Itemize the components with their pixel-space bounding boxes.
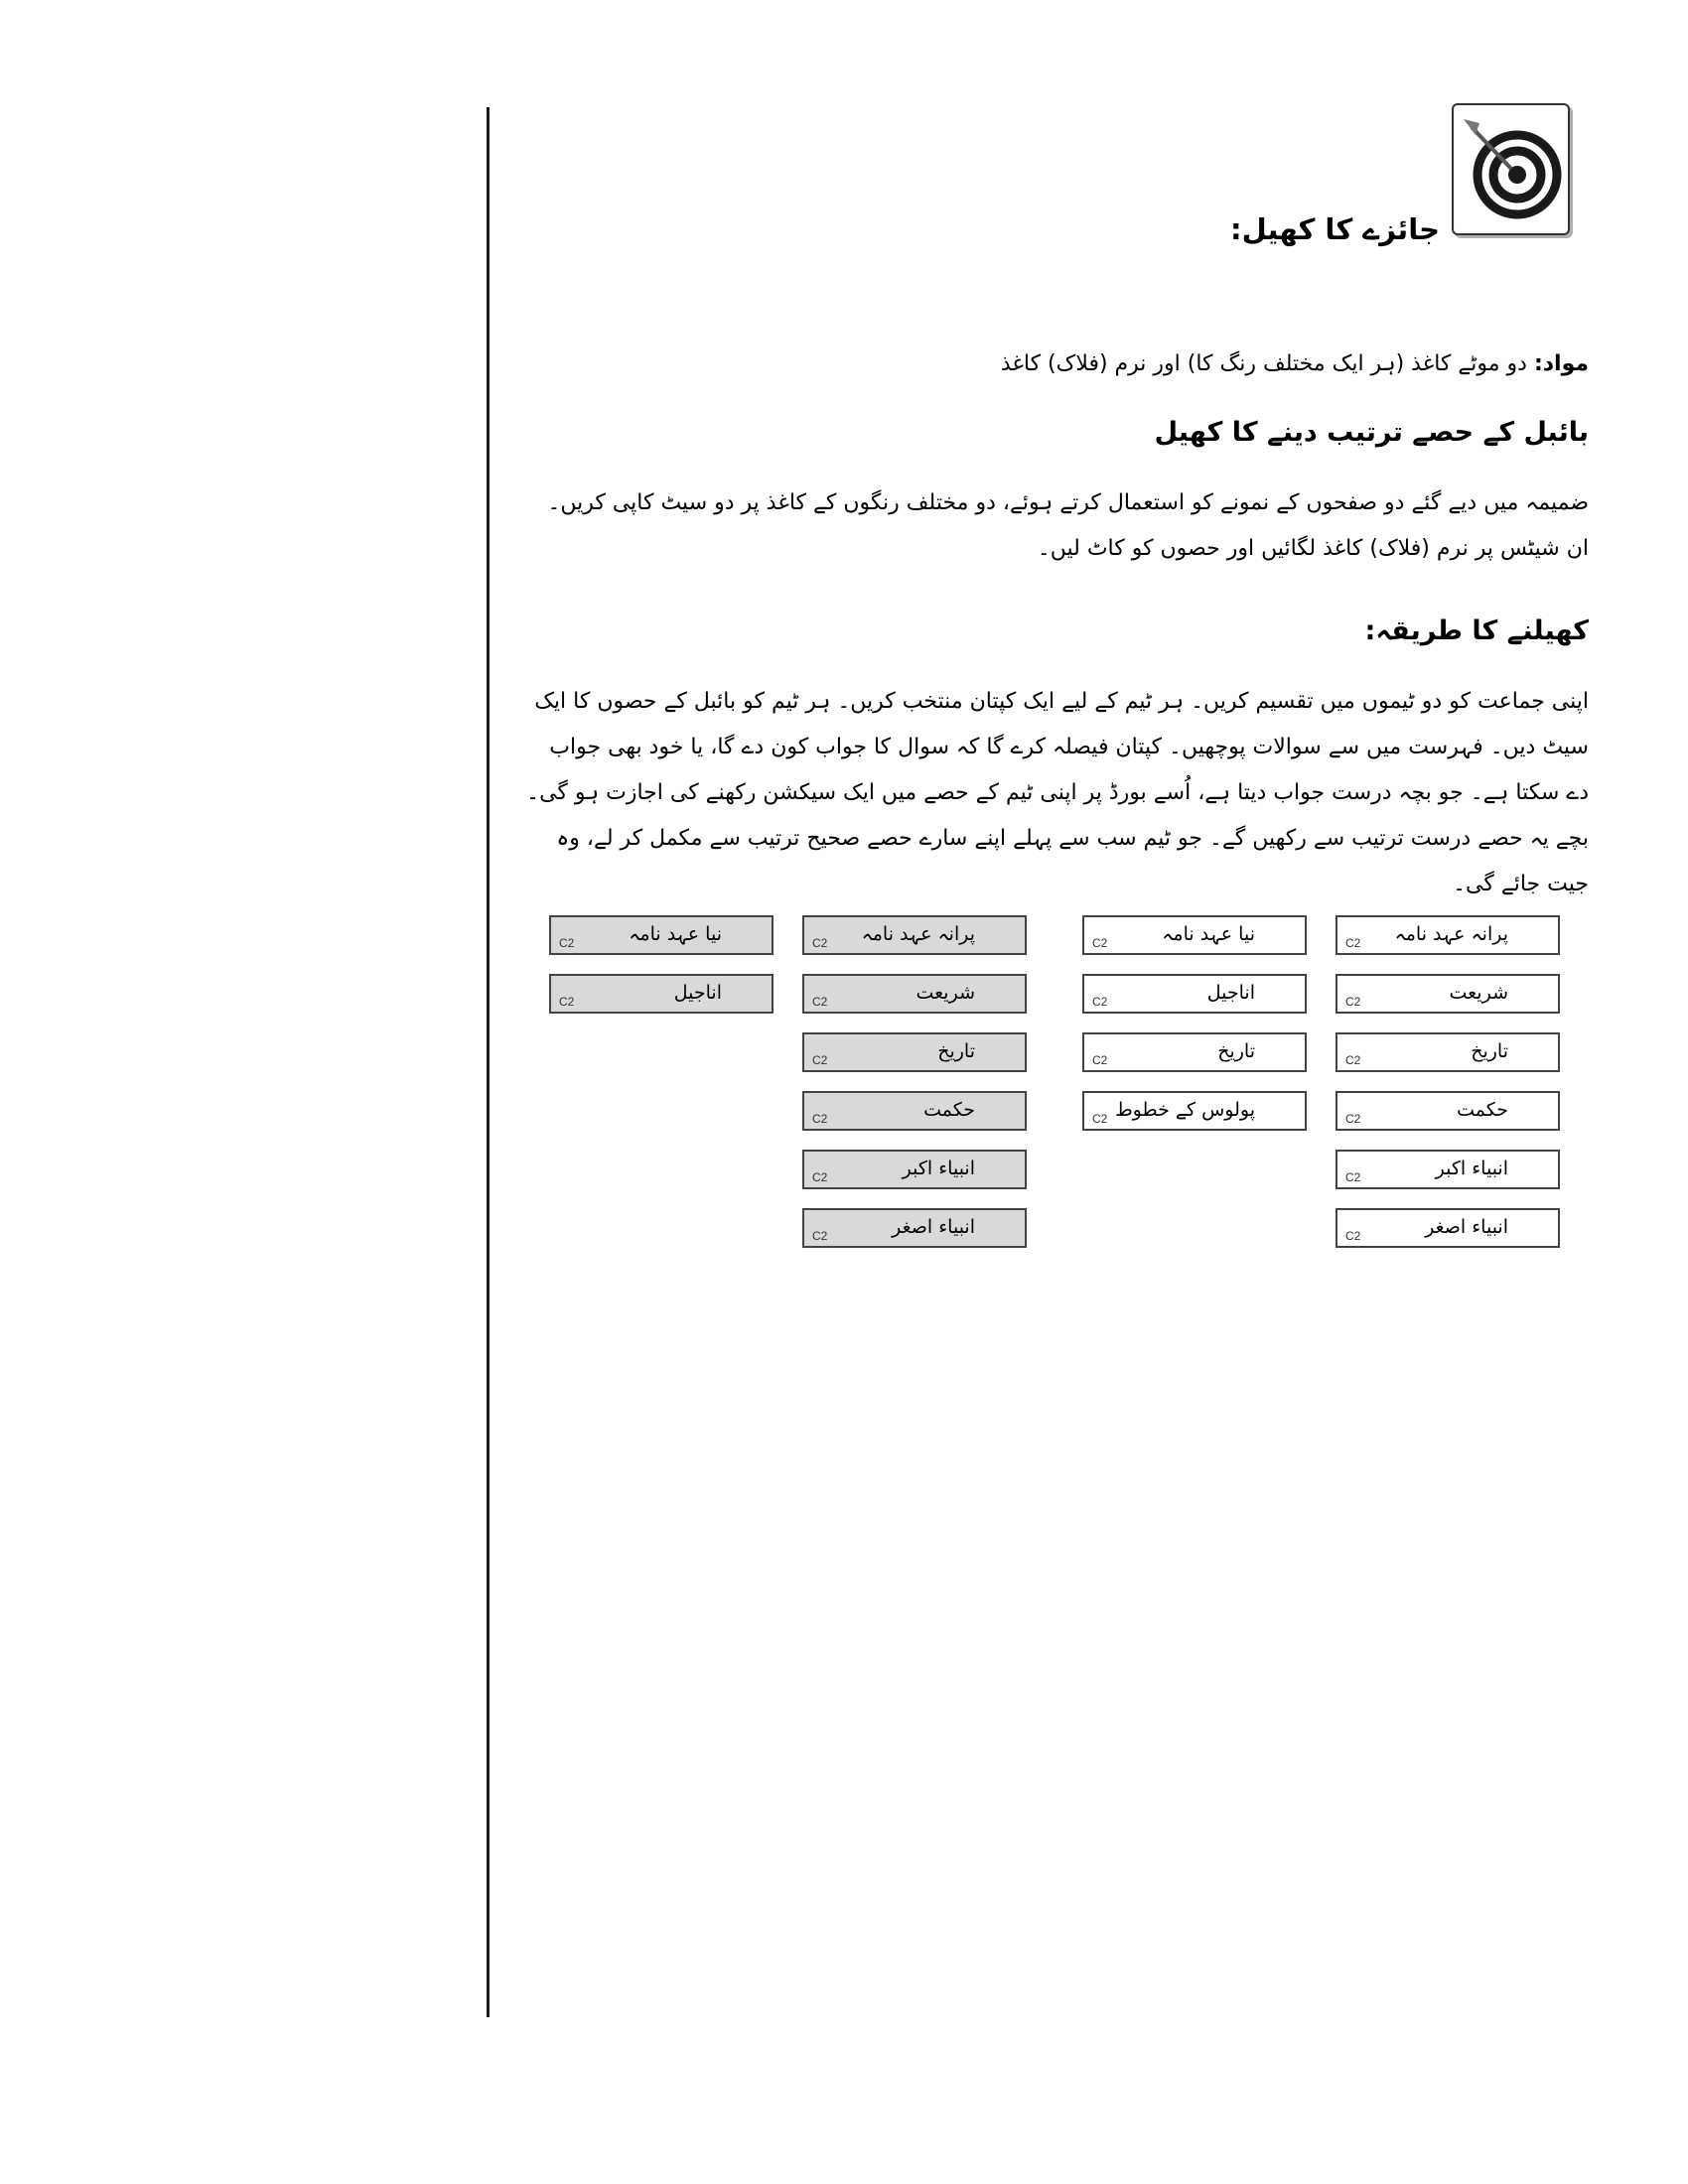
card-code: C2	[1345, 936, 1361, 950]
card-code: C2	[1345, 995, 1361, 1009]
game-subtitle: بائبل کے حصے ترتیب دینے کا کھیل	[1154, 417, 1589, 448]
card-code: C2	[812, 1170, 828, 1184]
card-code: C2	[1345, 1170, 1361, 1184]
card-code: C2	[1345, 1053, 1361, 1067]
section-card	[1082, 1091, 1307, 1131]
section-card	[802, 1150, 1027, 1189]
card-label: حکمت	[923, 1099, 975, 1121]
card-label: شریعت	[1449, 982, 1508, 1004]
section-card	[802, 974, 1027, 1014]
card-label: نیا عہد نامہ	[629, 923, 722, 945]
card-label: انبیاء اصغر	[892, 1216, 975, 1238]
materials-line	[1001, 351, 1589, 376]
card-code: C2	[812, 1053, 828, 1067]
card-code: C2	[1092, 995, 1108, 1009]
cards-column-shaded-ot	[802, 915, 1031, 1267]
card-label: تاریخ	[937, 1040, 975, 1062]
section-card	[802, 915, 1027, 955]
card-label: تاریخ	[1471, 1040, 1508, 1062]
how-to-play-paragraph: اپنی جماعت کو دو ٹیموں میں تقسیم کریں۔ ہر ٹیم کے لیے ایک کپتان منتخب کریں۔ ہر ٹیم کو بائبل کے حصوں کا ایک سیٹ دیں۔ فہرست میں سے سوالات پوچھیں۔ کپتان فیصلہ کرے گا کہ سوال کا جواب کون دے گا، یا خود بھی جواب دے سکتا ہے۔ جو بچہ درست جواب دیتا ہے، اُسے بورڈ پر اپنی ٹیم کے حصے میں ایک سیکشن رکھنے کی اجازت ہو گی۔ بچے یہ حصے درست ترتیب سے رکھیں گے۔ جو ٹیم سب سے پہلے اپنے سارے حصے صحیح ترتیب سے مکمل کر لے، وہ جیت جائے گی۔	[526, 689, 1589, 896]
card-label: نیا عہد نامہ	[1162, 923, 1255, 945]
card-label: حکمت	[1457, 1099, 1508, 1121]
section-card	[1082, 974, 1307, 1014]
card-code: C2	[812, 1229, 828, 1243]
section-card	[1336, 1032, 1560, 1072]
section-card	[1336, 974, 1560, 1014]
section-card	[1336, 1150, 1560, 1189]
card-label: انبیاء اصغر	[1425, 1216, 1508, 1238]
card-code: C2	[812, 1112, 828, 1126]
card-code: C2	[1345, 1229, 1361, 1243]
card-label: پرانہ عہد نامہ	[861, 923, 975, 945]
target-icon	[1452, 103, 1570, 235]
section-card	[802, 1032, 1027, 1072]
section-card	[549, 974, 774, 1014]
card-code: C2	[1345, 1112, 1361, 1126]
section-card	[1336, 1208, 1560, 1248]
card-code: C2	[1092, 936, 1108, 950]
card-label: پرانہ عہد نامہ	[1394, 923, 1508, 945]
cards-column-plain-nt	[1082, 915, 1311, 1150]
cards-column-plain-ot	[1336, 915, 1564, 1267]
card-label: اناجیل	[673, 982, 722, 1004]
card-label: انبیاء اکبر	[902, 1158, 975, 1179]
card-label: شریعت	[915, 982, 975, 1004]
materials-label: مواد:	[1533, 351, 1589, 376]
how-to-play-heading: کھیلنے کا طریقہ:	[1364, 615, 1589, 646]
section-card	[1082, 1032, 1307, 1072]
card-code: C2	[559, 936, 575, 950]
card-code: C2	[812, 995, 828, 1009]
card-label: اناجیل	[1206, 982, 1255, 1004]
section-card	[802, 1091, 1027, 1131]
margin-rule	[487, 107, 490, 2017]
card-code: C2	[1092, 1112, 1108, 1126]
cards-column-shaded-nt	[549, 915, 777, 1032]
card-code: C2	[1092, 1053, 1108, 1067]
card-code: C2	[812, 936, 828, 950]
section-card	[549, 915, 774, 955]
section-card	[1336, 915, 1560, 955]
card-label: تاریخ	[1217, 1040, 1255, 1062]
card-code: C2	[559, 995, 575, 1009]
section-card	[802, 1208, 1027, 1248]
materials-text: دو موٹے کاغذ (ہر ایک مختلف رنگ کا) اور نرم (فلاک) کاغذ	[1000, 351, 1534, 376]
section-card	[1336, 1091, 1560, 1131]
card-label: پولوس کے خطوط	[1115, 1099, 1255, 1121]
page-title: جائزے کا کھیل:	[1230, 212, 1440, 246]
section-card	[1082, 915, 1307, 955]
card-label: انبیاء اکبر	[1435, 1158, 1508, 1179]
preparation-paragraph: ضمیمہ میں دیے گئے دو صفحوں کے نمونے کو استعمال کرتے ہوئے، دو مختلف رنگوں کے کاغذ پر دو سیٹ کاپی کریں۔ ان شیٹس پر نرم (فلاک) کاغذ لگائیں اور حصوں کو کاٹ لیں۔	[547, 490, 1589, 561]
